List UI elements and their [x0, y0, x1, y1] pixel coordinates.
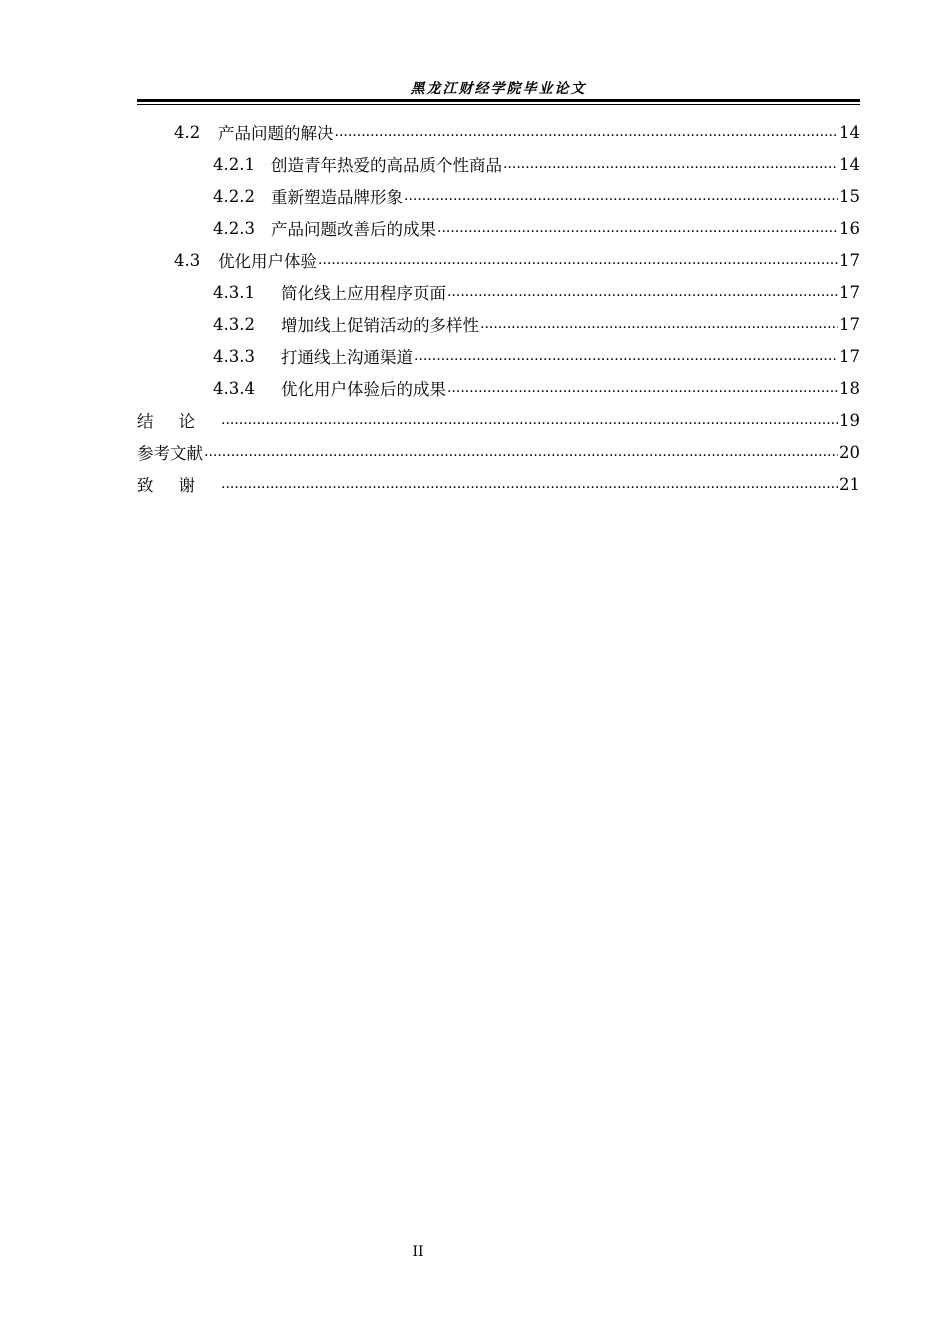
toc-entry-page: 17	[839, 314, 860, 334]
toc-entry-title: 产品问题改善后的成果	[271, 220, 436, 239]
toc-entry[interactable]	[137, 308, 860, 340]
toc-entry-page: 18	[839, 378, 860, 398]
toc-entry[interactable]	[137, 116, 860, 148]
running-header-title: 黑龙江财经学院毕业论文	[410, 81, 587, 97]
toc-dot-leader	[447, 284, 838, 300]
toc-entry-title: 优化用户体验	[218, 252, 317, 271]
toc-entry-title: 简化线上应用程序页面	[281, 284, 446, 303]
toc-entry[interactable]	[137, 340, 860, 372]
toc-entry-number: 4.2.2	[213, 186, 255, 206]
toc-dot-leader	[221, 476, 838, 492]
toc-entry-number: 4.2	[174, 122, 201, 142]
toc-entry-page: 19	[839, 410, 860, 430]
toc-dot-leader	[437, 220, 838, 236]
toc-entry-title: 参考文献	[137, 444, 203, 463]
header-rule-thick	[137, 99, 860, 102]
toc-entry-title: 产品问题的解决	[218, 124, 334, 143]
header-rule-thin	[137, 104, 860, 105]
toc-entry-title: 结论	[137, 412, 220, 431]
toc-dot-leader	[414, 348, 838, 364]
toc-entry-page: 15	[839, 186, 860, 206]
toc-entry[interactable]	[137, 276, 860, 308]
toc-entry[interactable]	[137, 180, 860, 212]
toc-entry-page: 17	[839, 346, 860, 366]
toc-entry-references[interactable]	[137, 436, 860, 468]
toc-entry-page: 21	[839, 474, 860, 494]
table-of-contents	[137, 116, 860, 500]
toc-entry-page: 17	[839, 282, 860, 302]
toc-dot-leader	[480, 316, 838, 332]
toc-dot-leader	[447, 380, 838, 396]
toc-entry[interactable]	[137, 148, 860, 180]
toc-entry[interactable]	[137, 212, 860, 244]
toc-entry-page: 17	[839, 250, 860, 270]
toc-entry-page: 16	[839, 218, 860, 238]
toc-entry-title: 优化用户体验后的成果	[281, 380, 446, 399]
toc-entry-conclusion[interactable]	[137, 404, 860, 436]
toc-entry-number: 4.3.3	[213, 346, 255, 366]
toc-entry-number: 4.2.1	[213, 154, 255, 174]
toc-entry-number: 4.3.4	[213, 378, 255, 398]
toc-dot-leader	[204, 444, 838, 460]
toc-entry-page: 14	[839, 122, 860, 142]
toc-entry-title: 打通线上沟通渠道	[281, 348, 413, 367]
toc-dot-leader	[503, 156, 838, 172]
toc-entry-title: 重新塑造品牌形象	[271, 188, 403, 207]
toc-dot-leader	[404, 188, 838, 204]
toc-entry[interactable]	[137, 244, 860, 276]
footer-page-number: II	[412, 1244, 424, 1260]
toc-entry-title: 致谢	[137, 476, 220, 495]
toc-entry-page: 14	[839, 154, 860, 174]
toc-dot-leader	[221, 412, 838, 428]
toc-entry-number: 4.3.2	[213, 314, 255, 334]
toc-entry-number: 4.3	[174, 250, 201, 270]
toc-entry[interactable]	[137, 372, 860, 404]
toc-entry-page: 20	[839, 442, 860, 462]
toc-entry-number: 4.3.1	[213, 282, 255, 302]
toc-entry-title: 增加线上促销活动的多样性	[281, 316, 479, 335]
toc-dot-leader	[318, 252, 838, 268]
toc-dot-leader	[335, 124, 839, 140]
toc-entry-acknowledgements[interactable]	[137, 468, 860, 500]
toc-entry-number: 4.2.3	[213, 218, 255, 238]
toc-entry-title: 创造青年热爱的高品质个性商品	[271, 156, 502, 175]
